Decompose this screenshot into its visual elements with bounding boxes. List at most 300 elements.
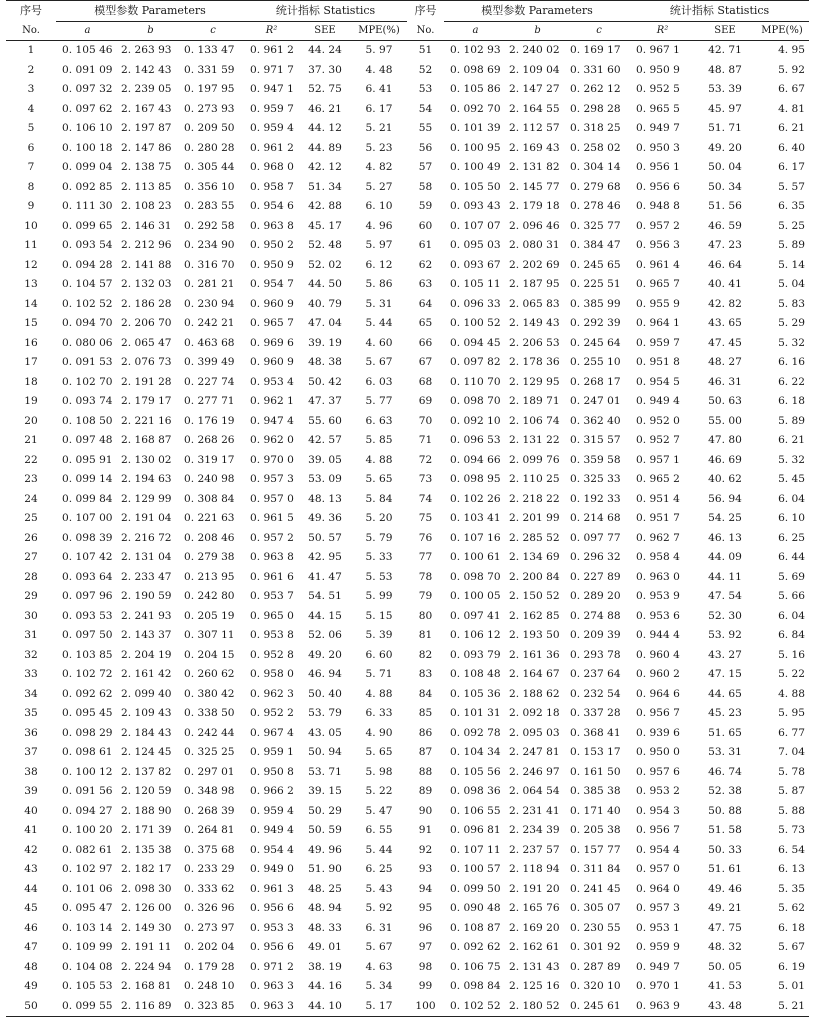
cell-c: 0. 305 07 — [570, 902, 621, 914]
cell-mpe: 5. 53 — [365, 570, 393, 583]
cell-see: 53. 92 — [708, 629, 742, 641]
cell-c: 0. 385 38 — [570, 785, 621, 797]
cell-r2: 0. 960 2 — [636, 668, 680, 680]
cell-no: 21 — [24, 434, 38, 446]
cell-r2: 0. 965 0 — [250, 609, 294, 622]
cell-see: 46. 59 — [708, 219, 742, 232]
cell-a: 0. 100 49 — [450, 161, 501, 173]
cell-r2: 0. 966 2 — [250, 785, 294, 797]
cell-a: 0. 094 70 — [62, 317, 113, 329]
cell-b: 2. 113 85 — [121, 180, 172, 193]
cell-c: 0. 176 19 — [184, 414, 235, 427]
cell-c: 0. 384 47 — [570, 239, 621, 251]
cell-b: 2. 135 38 — [121, 843, 172, 856]
cell-mpe: 5. 23 — [365, 141, 393, 154]
cell-b: 2. 188 62 — [509, 687, 560, 700]
cell-b: 2. 126 00 — [121, 902, 172, 914]
cell-see: 49. 20 — [708, 141, 742, 154]
cell-c: 0. 192 33 — [570, 492, 621, 505]
cell-mpe: 6. 63 — [365, 414, 393, 427]
cell-mpe: 4. 88 — [365, 453, 393, 466]
cell-see: 47. 37 — [308, 395, 342, 407]
table-row — [6, 392, 809, 412]
cell-see: 49. 96 — [308, 843, 342, 856]
cell-r2: 0. 968 0 — [250, 161, 294, 173]
cell-a: 0. 102 52 — [450, 999, 501, 1012]
table-row — [6, 821, 809, 841]
cell-a: 0. 108 48 — [450, 668, 501, 680]
cell-mpe: 6. 21 — [778, 434, 806, 446]
cell-no: 71 — [418, 434, 433, 446]
cell-r2: 0. 950 2 — [250, 239, 294, 251]
cell-no: 29 — [24, 590, 38, 602]
cell-c: 0. 097 77 — [570, 531, 621, 544]
cell-b: 2. 137 82 — [121, 765, 172, 778]
cell-b: 2. 145 77 — [509, 180, 560, 193]
cell-b: 2. 186 28 — [121, 297, 172, 310]
table-row — [6, 256, 809, 276]
cell-a: 0. 093 43 — [450, 200, 501, 212]
cell-a: 0. 099 50 — [450, 882, 501, 895]
cell-mpe: 6. 22 — [778, 375, 806, 388]
cell-r2: 0. 959 7 — [636, 336, 680, 349]
cell-see: 45. 97 — [708, 102, 742, 115]
cell-mpe: 5. 57 — [778, 180, 806, 193]
table-row — [6, 802, 809, 822]
cell-mpe: 5. 25 — [778, 219, 806, 232]
cell-r2: 0. 953 7 — [250, 590, 294, 602]
cell-no: 10 — [24, 219, 38, 232]
cell-b: 2. 206 70 — [121, 317, 172, 329]
cell-r2: 0. 961 3 — [250, 882, 294, 895]
cell-c: 0. 133 47 — [184, 44, 235, 56]
cell-c: 0. 296 32 — [570, 551, 621, 563]
cell-no: 1 — [27, 44, 35, 56]
cell-b: 2. 191 11 — [121, 941, 172, 953]
cell-a: 0. 094 27 — [62, 804, 113, 817]
cell-r2: 0. 971 7 — [250, 63, 294, 76]
cell-c: 0. 230 94 — [184, 297, 235, 310]
cell-no: 56 — [418, 141, 433, 154]
cell-a: 0. 099 65 — [62, 219, 113, 232]
cell-a: 0. 093 79 — [450, 648, 501, 661]
cell-a: 0. 096 33 — [450, 297, 501, 310]
table-row — [6, 704, 809, 724]
cell-mpe: 5. 21 — [365, 122, 393, 134]
cell-see: 48. 13 — [308, 492, 342, 505]
cell-r2: 0. 959 1 — [250, 746, 294, 758]
cell-see: 50. 40 — [308, 687, 342, 700]
cell-see: 44. 15 — [308, 609, 342, 622]
cell-no: 53 — [418, 83, 433, 95]
table-row — [6, 236, 809, 256]
cell-b: 2. 065 47 — [121, 336, 172, 349]
cell-a: 0. 105 53 — [62, 980, 113, 992]
cell-mpe: 5. 89 — [778, 239, 806, 251]
cell-c: 0. 268 17 — [570, 375, 621, 388]
cell-r2: 0. 971 2 — [250, 960, 294, 973]
cell-r2: 0. 961 5 — [250, 512, 294, 524]
cell-b: 2. 193 50 — [509, 629, 560, 641]
cell-a: 0. 099 55 — [62, 999, 113, 1012]
cell-b: 2. 129 95 — [509, 375, 560, 388]
cell-c: 0. 245 61 — [570, 999, 621, 1012]
table-row — [6, 139, 809, 159]
cell-no: 26 — [24, 531, 38, 544]
table-row — [6, 587, 809, 607]
cell-see: 53. 39 — [708, 83, 742, 95]
cell-r2: 0. 951 8 — [636, 356, 680, 368]
cell-b: 2. 098 30 — [121, 882, 172, 895]
cell-mpe: 5. 27 — [365, 180, 393, 193]
cell-mpe: 5. 67 — [365, 356, 393, 368]
cell-see: 46. 94 — [308, 668, 342, 680]
cell-b: 2. 124 45 — [121, 746, 172, 758]
cell-b: 2. 109 43 — [121, 707, 172, 719]
cell-no: 2 — [27, 63, 35, 76]
table-row — [6, 763, 809, 783]
cell-see: 39. 05 — [308, 453, 342, 466]
cell-no: 13 — [24, 278, 38, 290]
cell-b: 2. 168 87 — [121, 434, 172, 446]
cell-b: 2. 092 18 — [509, 707, 560, 719]
cell-see: 50. 05 — [708, 960, 742, 973]
cell-no: 17 — [24, 356, 38, 368]
cell-a: 0. 101 31 — [450, 707, 501, 719]
cell-no: 75 — [418, 512, 433, 524]
cell-c: 0. 247 01 — [570, 395, 621, 407]
cell-b: 2. 178 36 — [509, 356, 560, 368]
cell-a: 0. 100 95 — [450, 141, 501, 154]
cell-c: 0. 292 39 — [570, 317, 621, 329]
cell-see: 50. 88 — [708, 804, 742, 817]
cell-r2: 0. 959 9 — [636, 941, 680, 953]
cell-b: 2. 147 27 — [509, 83, 560, 95]
cell-b: 2. 125 16 — [509, 980, 560, 992]
col-header-no-en: No. — [416, 24, 435, 36]
cell-c: 0. 308 84 — [184, 492, 235, 505]
cell-see: 55. 00 — [708, 414, 742, 427]
cell-mpe: 5. 33 — [365, 551, 393, 563]
cell-see: 47. 45 — [708, 336, 742, 349]
cell-no: 44 — [24, 882, 38, 895]
cell-r2: 0. 952 0 — [636, 414, 680, 427]
cell-b: 2. 218 22 — [509, 492, 560, 505]
cell-b: 2. 138 75 — [121, 161, 172, 173]
cell-no: 45 — [24, 902, 38, 914]
cell-see: 50. 63 — [708, 395, 742, 407]
cell-a: 0. 098 29 — [62, 726, 113, 739]
cell-no: 83 — [418, 668, 433, 680]
cell-b: 2. 142 43 — [121, 63, 172, 76]
cell-r2: 0. 953 4 — [250, 375, 294, 388]
cell-c: 0. 273 97 — [184, 921, 235, 934]
cell-mpe: 5. 95 — [778, 707, 806, 719]
cell-a: 0. 102 70 — [62, 375, 113, 388]
cell-mpe: 5. 92 — [778, 63, 806, 76]
cell-see: 48. 27 — [708, 356, 742, 368]
cell-see: 39. 15 — [308, 785, 342, 797]
cell-a: 0. 096 53 — [450, 434, 501, 446]
col-header-no-cn: 序号 — [414, 4, 437, 18]
cell-mpe: 5. 65 — [365, 746, 393, 758]
cell-see: 42. 88 — [308, 200, 342, 212]
cell-r2: 0. 952 7 — [636, 434, 680, 446]
cell-a: 0. 100 52 — [450, 317, 501, 329]
cell-b: 2. 168 81 — [121, 980, 172, 992]
cell-mpe: 5. 73 — [778, 824, 806, 836]
col-header-parameters: 模型参数 Parameters — [444, 1, 630, 22]
cell-see: 53. 79 — [308, 707, 342, 719]
cell-a: 0. 095 45 — [62, 707, 113, 719]
cell-r2: 0. 950 8 — [250, 765, 294, 778]
cell-no: 100 — [415, 999, 436, 1012]
cell-no: 28 — [24, 570, 38, 583]
cell-c: 0. 356 10 — [184, 180, 235, 193]
cell-c: 0. 208 46 — [184, 531, 235, 544]
cell-no: 51 — [418, 44, 433, 56]
cell-no: 9 — [27, 200, 35, 212]
cell-mpe: 5. 98 — [365, 765, 393, 778]
cell-see: 48. 33 — [308, 921, 342, 934]
cell-see: 41. 47 — [308, 570, 342, 583]
cell-see: 44. 16 — [308, 980, 342, 992]
cell-see: 51. 61 — [708, 863, 742, 875]
cell-a: 0. 105 56 — [450, 765, 501, 778]
cell-mpe: 4. 81 — [778, 102, 806, 115]
cell-r2: 0. 955 9 — [636, 297, 680, 310]
cell-mpe: 6. 10 — [365, 200, 393, 212]
cell-b: 2. 131 43 — [509, 960, 560, 973]
cell-mpe: 4. 90 — [365, 726, 393, 739]
cell-r2: 0. 950 9 — [250, 258, 294, 271]
cell-r2: 0. 965 7 — [250, 317, 294, 329]
cell-c: 0. 368 41 — [570, 726, 621, 739]
cell-see: 50. 59 — [308, 824, 342, 836]
cell-c: 0. 205 38 — [570, 824, 621, 836]
cell-b: 2. 190 59 — [121, 590, 172, 602]
cell-mpe: 6. 67 — [778, 83, 806, 95]
cell-r2: 0. 957 1 — [636, 453, 680, 466]
cell-r2: 0. 967 1 — [636, 44, 680, 56]
cell-mpe: 5. 43 — [365, 882, 393, 895]
cell-see: 42. 12 — [308, 161, 342, 173]
cell-b: 2. 285 52 — [509, 531, 560, 544]
cell-no: 68 — [418, 375, 433, 388]
cell-see: 38. 19 — [308, 960, 342, 973]
cell-c: 0. 399 49 — [184, 356, 235, 368]
cell-see: 42. 71 — [708, 44, 742, 56]
cell-mpe: 5. 04 — [778, 278, 806, 290]
cell-no: 86 — [418, 726, 433, 739]
cell-see: 44. 11 — [708, 570, 742, 583]
cell-a: 0. 093 67 — [450, 258, 501, 271]
cell-b: 2. 161 42 — [121, 668, 172, 680]
cell-a: 0. 100 18 — [62, 141, 113, 154]
table-row — [6, 178, 809, 198]
cell-no: 61 — [418, 239, 433, 251]
cell-c: 0. 289 20 — [570, 590, 621, 602]
col-header-mpe: MPE(%) — [761, 25, 803, 36]
table-row — [6, 314, 809, 334]
cell-c: 0. 161 50 — [570, 765, 621, 778]
cell-b: 2. 187 95 — [509, 278, 560, 290]
cell-mpe: 7. 04 — [778, 746, 806, 758]
cell-a: 0. 104 34 — [450, 746, 501, 758]
cell-c: 0. 240 98 — [184, 473, 235, 485]
cell-r2: 0. 957 3 — [636, 902, 680, 914]
cell-a: 0. 097 96 — [62, 590, 113, 602]
cell-c: 0. 293 78 — [570, 648, 621, 661]
cell-a: 0. 109 99 — [62, 941, 113, 953]
cell-c: 0. 304 14 — [570, 161, 621, 173]
cell-r2: 0. 944 4 — [636, 629, 680, 641]
cell-no: 58 — [418, 180, 433, 193]
cell-c: 0. 213 95 — [184, 570, 235, 583]
cell-see: 54. 51 — [308, 590, 342, 602]
cell-c: 0. 359 58 — [570, 453, 621, 466]
cell-b: 2. 108 23 — [121, 200, 172, 212]
cell-r2: 0. 953 2 — [636, 785, 680, 797]
cell-c: 0. 331 60 — [570, 63, 621, 76]
cell-r2: 0. 954 7 — [250, 278, 294, 290]
cell-mpe: 6. 17 — [778, 161, 806, 173]
cell-c: 0. 273 93 — [184, 102, 235, 115]
cell-mpe: 5. 21 — [778, 999, 806, 1012]
cell-b: 2. 162 61 — [509, 941, 560, 953]
cell-b: 2. 216 72 — [121, 531, 172, 544]
cell-c: 0. 230 55 — [570, 921, 621, 934]
cell-see: 48. 25 — [308, 882, 342, 895]
table-row — [6, 353, 809, 373]
cell-see: 42. 95 — [308, 551, 342, 563]
cell-r2: 0. 957 0 — [250, 492, 294, 505]
cell-r2: 0. 964 1 — [636, 317, 680, 329]
cell-see: 47. 23 — [708, 239, 742, 251]
cell-r2: 0. 953 8 — [250, 629, 294, 641]
cell-b: 2. 165 76 — [509, 902, 560, 914]
cell-r2: 0. 953 6 — [636, 609, 680, 622]
cell-no: 89 — [418, 785, 433, 797]
cell-a: 0. 080 06 — [62, 336, 113, 349]
cell-see: 52. 48 — [308, 239, 342, 251]
cell-b: 2. 112 57 — [509, 122, 560, 134]
cell-r2: 0. 963 8 — [250, 551, 294, 563]
cell-r2: 0. 952 2 — [250, 707, 294, 719]
cell-r2: 0. 961 2 — [250, 141, 294, 154]
cell-c: 0. 287 89 — [570, 960, 621, 973]
col-header-r2: R² — [656, 25, 669, 36]
cell-no: 42 — [24, 843, 38, 856]
cell-r2: 0. 963 3 — [250, 980, 294, 992]
cell-c: 0. 337 28 — [570, 707, 621, 719]
cell-mpe: 6. 21 — [778, 122, 806, 134]
cell-see: 52. 02 — [308, 258, 342, 271]
cell-see: 50. 94 — [308, 746, 342, 758]
cell-r2: 0. 961 2 — [250, 44, 294, 56]
cell-b: 2. 197 87 — [121, 122, 172, 134]
cell-no: 91 — [418, 824, 433, 836]
cell-c: 0. 279 68 — [570, 180, 621, 193]
cell-b: 2. 118 94 — [509, 863, 560, 875]
cell-c: 0. 316 70 — [184, 258, 235, 271]
cell-mpe: 4. 95 — [778, 44, 806, 56]
cell-see: 43. 05 — [308, 726, 342, 739]
cell-r2: 0. 954 6 — [250, 200, 294, 212]
table-row — [6, 958, 809, 978]
cell-no: 18 — [24, 375, 38, 388]
cell-r2: 0. 947 4 — [250, 414, 294, 427]
cell-no: 19 — [24, 395, 38, 407]
cell-b: 2. 188 90 — [121, 804, 172, 817]
cell-b: 2. 131 82 — [509, 161, 560, 173]
cell-mpe: 5. 67 — [365, 941, 393, 953]
cell-c: 0. 277 71 — [184, 395, 235, 407]
cell-mpe: 5. 92 — [365, 902, 393, 914]
cell-see: 47. 15 — [708, 668, 742, 680]
cell-c: 0. 242 44 — [184, 726, 235, 739]
table-row — [6, 197, 809, 217]
cell-mpe: 5. 22 — [365, 785, 393, 797]
cell-mpe: 6. 25 — [778, 531, 806, 544]
cell-c: 0. 258 02 — [570, 141, 621, 154]
cell-mpe: 6. 13 — [778, 863, 806, 875]
cell-no: 69 — [418, 395, 433, 407]
cell-see: 52. 30 — [708, 609, 742, 622]
col-header-parameters: 模型参数 Parameters — [56, 1, 244, 22]
cell-no: 81 — [418, 629, 433, 641]
col-header-a: a — [472, 25, 479, 36]
cell-see: 51. 65 — [708, 726, 742, 739]
cell-a: 0. 095 91 — [62, 453, 113, 466]
cell-c: 0. 214 68 — [570, 512, 621, 524]
cell-c: 0. 268 26 — [184, 434, 235, 446]
cell-a: 0. 100 05 — [450, 590, 501, 602]
cell-see: 48. 38 — [308, 356, 342, 368]
cell-a: 0. 107 16 — [450, 531, 501, 544]
cell-c: 0. 264 81 — [184, 824, 235, 836]
cell-see: 56. 94 — [708, 492, 742, 505]
cell-r2: 0. 959 4 — [250, 804, 294, 817]
cell-b: 2. 206 53 — [509, 336, 560, 349]
cell-mpe: 4. 60 — [365, 336, 393, 349]
cell-see: 47. 75 — [708, 921, 742, 934]
cell-a: 0. 094 45 — [450, 336, 501, 349]
table-row — [6, 997, 809, 1017]
cell-mpe: 5. 85 — [365, 434, 393, 446]
cell-see: 55. 60 — [308, 414, 342, 427]
cell-a: 0. 097 50 — [62, 629, 113, 641]
cell-no: 76 — [418, 531, 433, 544]
cell-mpe: 5. 77 — [365, 395, 393, 407]
cell-r2: 0. 962 1 — [250, 395, 294, 407]
cell-mpe: 5. 97 — [365, 44, 393, 56]
table-row — [6, 275, 809, 295]
cell-no: 85 — [418, 707, 433, 719]
cell-c: 0. 331 59 — [184, 63, 235, 76]
cell-r2: 0. 956 7 — [636, 707, 680, 719]
cell-see: 51. 56 — [708, 200, 742, 212]
cell-mpe: 5. 44 — [365, 317, 393, 329]
cell-mpe: 5. 99 — [365, 590, 393, 602]
cell-no: 34 — [24, 687, 38, 700]
cell-b: 2. 189 71 — [509, 395, 560, 407]
cell-a: 0. 100 20 — [62, 824, 113, 836]
cell-no: 55 — [418, 122, 433, 134]
cell-no: 31 — [24, 629, 38, 641]
cell-c: 0. 245 64 — [570, 336, 621, 349]
cell-see: 46. 64 — [708, 258, 742, 271]
